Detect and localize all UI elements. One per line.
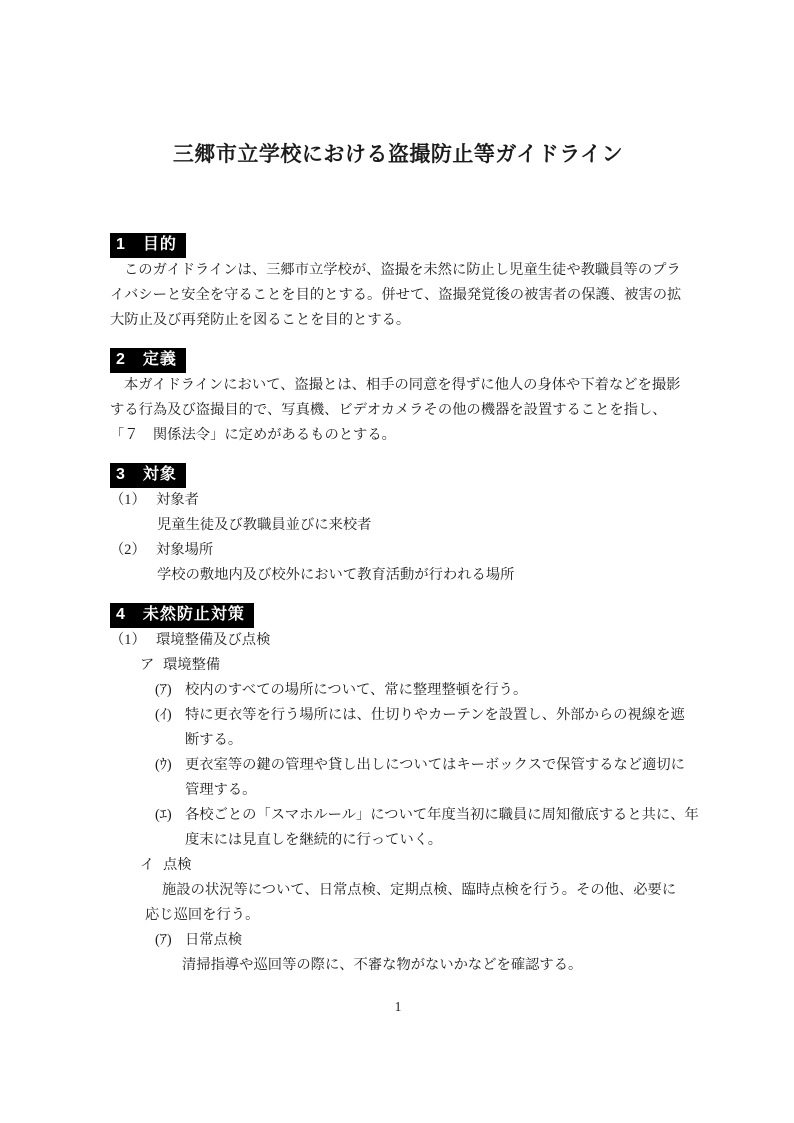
list-item (110, 488, 686, 513)
page-content (110, 0, 699, 1016)
point-text (185, 703, 685, 753)
text-line: このガイドラインは、三郷市立学校が、盗撮を未然に防止し児童生徒や教職員等のプラ (124, 262, 681, 278)
point-item (155, 703, 686, 753)
text-line: 各校ごとの「スマホルール」について年度当初に職員に周知徹底すると共に、年 (185, 807, 699, 823)
section-heading: 2 定義 (110, 348, 186, 373)
item-label: （2） (110, 542, 146, 558)
item-label: （1） (110, 632, 146, 648)
item-label: （1） (110, 492, 146, 508)
point-item (155, 753, 686, 803)
section-target (110, 463, 686, 588)
page-title: 三郷市立学校における盗撮防止等ガイドライン (172, 142, 624, 166)
page-number: 1 (394, 999, 402, 1014)
section-body (110, 488, 686, 588)
item-body: 学校の敷地内及び校外において教育活動が行われる場所 (157, 567, 515, 583)
item-body: 児童生徒及び教職員並びに来校者 (157, 517, 372, 533)
item-title: 環境整備及び点検 (156, 632, 271, 648)
point-item (155, 928, 686, 953)
text-line: 「７ 関係法令」に定めがあるものとする。 (110, 427, 396, 443)
item-title: 対象者 (156, 492, 199, 508)
point-label: (ｱ) (155, 682, 172, 698)
text-line: 校内のすべての場所について、常に整理整頓を行う。 (185, 682, 528, 698)
sub-item-title: 環境整備 (163, 657, 221, 673)
text-line: 大防止及び再発防止を図ることを目的とする。 (110, 312, 411, 328)
point-text (185, 678, 527, 703)
point-text (185, 753, 685, 803)
section-heading: 1 目的 (110, 233, 186, 258)
sub-item-label: ア (140, 657, 155, 673)
list-item (110, 538, 686, 563)
point-text (185, 928, 242, 953)
point-label: (ｳ) (155, 757, 172, 773)
text-line: する行為及び盗撮目的で、写真機、ビデオカメラその他の機器を設置することを指し、 (110, 402, 667, 418)
section-prevention (110, 603, 699, 978)
section-heading: 3 対象 (110, 463, 186, 488)
point-label: (ｲ) (155, 707, 172, 723)
list-item (110, 628, 686, 653)
section-definition (110, 348, 686, 448)
text-line: 応じ巡回を行う。 (145, 907, 260, 923)
point-label: (ｱ) (155, 932, 172, 948)
text-line: 管理する。 (185, 782, 257, 798)
sub-item (140, 853, 686, 878)
text-line: 更衣室等の鍵の管理や貸し出しについてはキーボックスで保管するなど適切に (185, 757, 685, 773)
text-line: イバシーと安全を守ることを目的とする。併せて、盗撮発覚後の被害者の保護、被害の拡 (110, 287, 682, 303)
text-line: 特に更衣等を行う場所には、仕切りやカーテンを設置し、外部からの視線を遮 (185, 707, 685, 723)
section-purpose (110, 233, 686, 333)
point-title: 日常点検 (185, 932, 243, 948)
text-line: 施設の状況等について、日常点検、定期点検、臨時点検を行う。その他、必要に (162, 882, 677, 898)
text-line: 本ガイドラインにおいて、盗撮とは、相手の同意を得ずに他人の身体や下着などを撮影 (124, 377, 681, 393)
section-body (110, 628, 699, 978)
section-body (110, 258, 686, 333)
sub-item-title: 点検 (163, 857, 192, 873)
point-item (155, 678, 686, 703)
item-title: 対象場所 (156, 542, 214, 558)
point-text (185, 803, 699, 853)
point-body: 清掃指導や巡回等の際に、不審な物がないかなどを確認する。 (182, 957, 583, 973)
sub-item (140, 653, 686, 678)
point-label: (ｴ) (155, 807, 172, 823)
text-line: 度末には見直しを継続的に行っていく。 (185, 832, 443, 848)
text-line: 断する。 (185, 732, 243, 748)
section-heading: 4 未然防止対策 (110, 603, 254, 628)
section-body (110, 373, 686, 448)
sub-item-body (145, 878, 686, 928)
point-item (155, 803, 699, 853)
sub-item-label: イ (140, 857, 155, 873)
